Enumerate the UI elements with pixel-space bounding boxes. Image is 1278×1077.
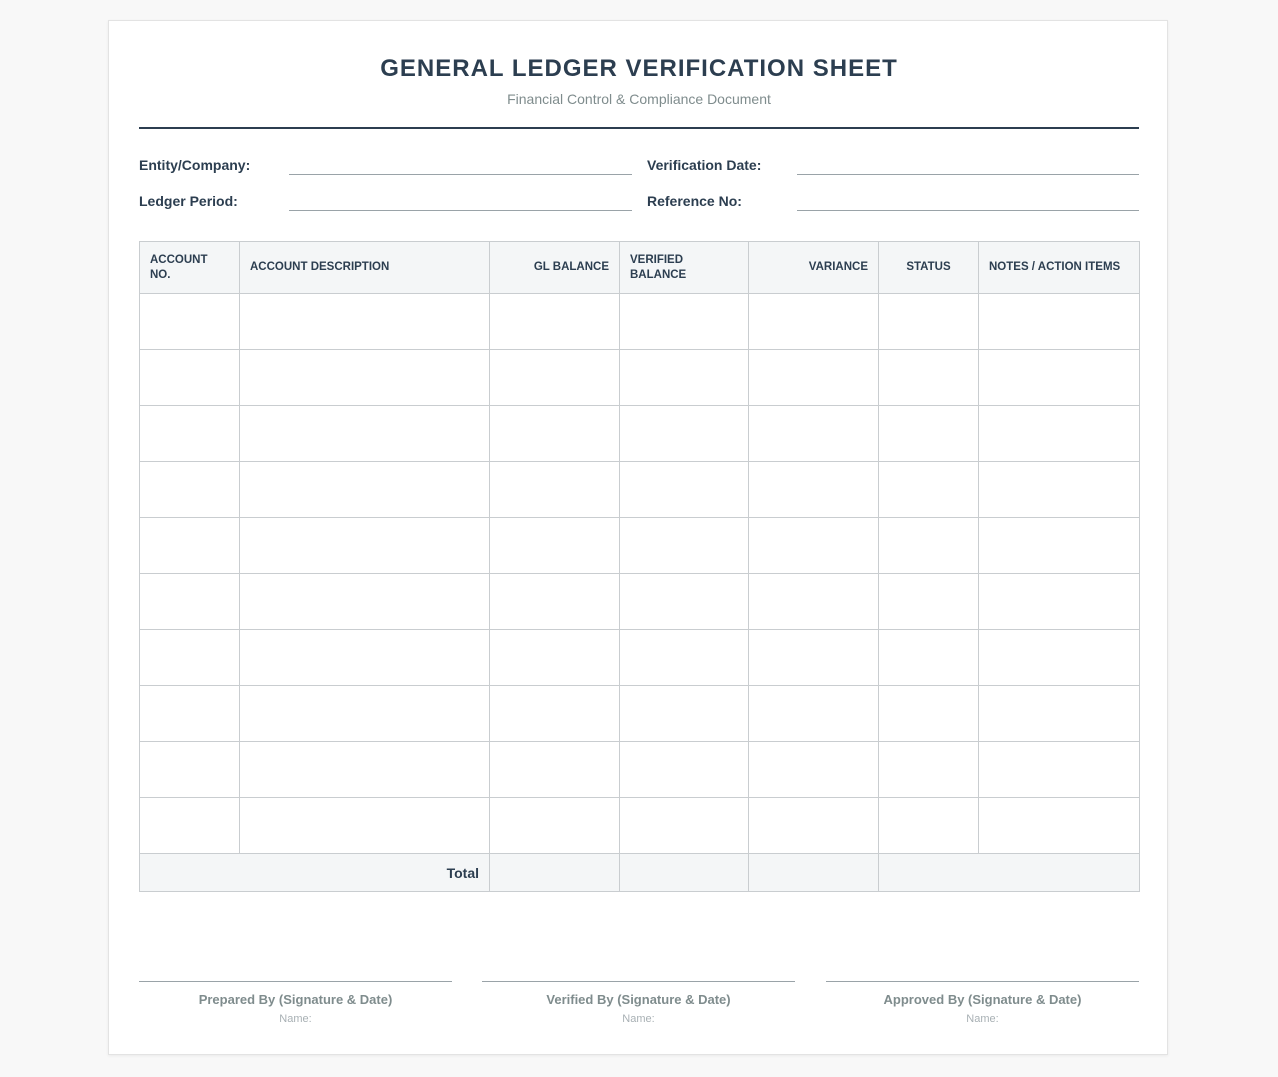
account-no-cell[interactable] [140, 798, 240, 854]
notes-cell[interactable] [979, 294, 1140, 350]
table-row [140, 406, 1140, 462]
verified-balance-cell[interactable] [620, 350, 749, 406]
status-cell[interactable] [879, 630, 979, 686]
account-description-cell[interactable] [240, 406, 490, 462]
variance-cell[interactable] [749, 518, 879, 574]
table-row [140, 742, 1140, 798]
account-description-cell[interactable] [240, 798, 490, 854]
signature-name-label: Name: [966, 1013, 999, 1025]
account-no-cell[interactable] [140, 686, 240, 742]
signature-line[interactable] [482, 981, 795, 982]
account-description-cell[interactable] [240, 350, 490, 406]
notes-cell[interactable] [979, 350, 1140, 406]
total-remaining-cell [879, 854, 1140, 892]
col-header-account-no: ACCOUNT NO. [140, 242, 240, 294]
account-description-cell[interactable] [240, 294, 490, 350]
variance-cell[interactable] [749, 406, 879, 462]
variance-cell[interactable] [749, 350, 879, 406]
gl-balance-cell[interactable] [490, 518, 620, 574]
table-row [140, 686, 1140, 742]
table-header-row [140, 242, 1140, 294]
account-no-cell[interactable] [140, 294, 240, 350]
variance-cell[interactable] [749, 294, 879, 350]
variance-cell[interactable] [749, 742, 879, 798]
account-description-cell[interactable] [240, 518, 490, 574]
col-header-account-description: ACCOUNT DESCRIPTION [240, 242, 490, 294]
account-no-cell[interactable] [140, 406, 240, 462]
verified-balance-cell[interactable] [620, 798, 749, 854]
verified-balance-cell[interactable] [620, 462, 749, 518]
account-no-cell[interactable] [140, 462, 240, 518]
signature-line[interactable] [139, 981, 452, 982]
variance-cell[interactable] [749, 462, 879, 518]
verified-balance-cell[interactable] [620, 294, 749, 350]
table-row [140, 462, 1140, 518]
col-header-variance: VARIANCE [749, 242, 879, 294]
signature-name-label: Name: [622, 1013, 655, 1025]
signature-name-label: Name: [279, 1013, 312, 1025]
total-row [140, 854, 1140, 892]
table-row [140, 350, 1140, 406]
table-row [140, 798, 1140, 854]
notes-cell[interactable] [979, 574, 1140, 630]
ledger-period-label: Ledger Period: [139, 193, 238, 209]
verification-sheet [108, 20, 1168, 1055]
account-no-cell[interactable] [140, 574, 240, 630]
table-row [140, 518, 1140, 574]
col-header-notes: NOTES / ACTION ITEMS [979, 242, 1140, 294]
account-description-cell[interactable] [240, 630, 490, 686]
total-gl-balance-cell[interactable] [490, 854, 620, 892]
verified-balance-cell[interactable] [620, 406, 749, 462]
gl-balance-cell[interactable] [490, 294, 620, 350]
gl-balance-cell[interactable] [490, 462, 620, 518]
gl-balance-cell[interactable] [490, 574, 620, 630]
signature-approved-by [826, 981, 1139, 1025]
verification-date-field[interactable] [797, 174, 1139, 175]
table-row [140, 574, 1140, 630]
account-description-cell[interactable] [240, 686, 490, 742]
account-no-cell[interactable] [140, 742, 240, 798]
reference-no-label: Reference No: [647, 193, 742, 209]
signature-label: Prepared By (Signature & Date) [198, 992, 393, 1007]
total-verified-balance-cell[interactable] [620, 854, 749, 892]
account-no-cell[interactable] [140, 630, 240, 686]
variance-cell[interactable] [749, 630, 879, 686]
col-header-gl-balance: GL BALANCE [490, 242, 620, 294]
page-subtitle: Financial Control & Compliance Document [507, 91, 771, 107]
entity-label: Entity/Company: [139, 157, 251, 173]
gl-balance-cell[interactable] [490, 630, 620, 686]
signature-label: Approved By (Signature & Date) [883, 992, 1082, 1007]
notes-cell[interactable] [979, 686, 1140, 742]
status-cell[interactable] [879, 406, 979, 462]
gl-balance-cell[interactable] [490, 406, 620, 462]
table-row [140, 294, 1140, 350]
table-row [140, 630, 1140, 686]
ledger-body [140, 294, 1140, 892]
account-description-cell[interactable] [240, 462, 490, 518]
notes-cell[interactable] [979, 406, 1140, 462]
total-variance-cell[interactable] [749, 854, 879, 892]
notes-cell[interactable] [979, 518, 1140, 574]
verification-date-label: Verification Date: [647, 157, 762, 173]
account-description-cell[interactable] [240, 574, 490, 630]
notes-cell[interactable] [979, 462, 1140, 518]
variance-cell[interactable] [749, 798, 879, 854]
verified-balance-cell[interactable] [620, 742, 749, 798]
account-no-cell[interactable] [140, 518, 240, 574]
status-cell[interactable] [879, 686, 979, 742]
notes-cell[interactable] [979, 742, 1140, 798]
notes-cell[interactable] [979, 630, 1140, 686]
status-cell[interactable] [879, 798, 979, 854]
total-label: Total [140, 854, 490, 892]
reference-no-field[interactable] [797, 210, 1139, 211]
status-cell[interactable] [879, 462, 979, 518]
signature-prepared-by [139, 981, 452, 1025]
variance-cell[interactable] [749, 686, 879, 742]
signature-verified-by [482, 981, 795, 1025]
col-header-status: STATUS [879, 242, 979, 294]
variance-cell[interactable] [749, 574, 879, 630]
header-divider [139, 127, 1139, 129]
page-title: GENERAL LEDGER VERIFICATION SHEET [380, 55, 898, 82]
status-cell[interactable] [879, 294, 979, 350]
gl-balance-cell[interactable] [490, 798, 620, 854]
status-cell[interactable] [879, 518, 979, 574]
ledger-period-field[interactable] [289, 210, 632, 211]
col-header-verified-balance: VERIFIED BALANCE [620, 242, 749, 294]
signature-line[interactable] [826, 981, 1139, 982]
verified-balance-cell[interactable] [620, 686, 749, 742]
verified-balance-cell[interactable] [620, 574, 749, 630]
status-cell[interactable] [879, 742, 979, 798]
verified-balance-cell[interactable] [620, 630, 749, 686]
status-cell[interactable] [879, 574, 979, 630]
gl-balance-cell[interactable] [490, 350, 620, 406]
signature-label: Verified By (Signature & Date) [546, 992, 731, 1007]
verified-balance-cell[interactable] [620, 518, 749, 574]
gl-balance-cell[interactable] [490, 742, 620, 798]
ledger-table [139, 241, 1140, 892]
gl-balance-cell[interactable] [490, 686, 620, 742]
entity-field[interactable] [289, 174, 632, 175]
notes-cell[interactable] [979, 798, 1140, 854]
account-no-cell[interactable] [140, 350, 240, 406]
account-description-cell[interactable] [240, 742, 490, 798]
status-cell[interactable] [879, 350, 979, 406]
